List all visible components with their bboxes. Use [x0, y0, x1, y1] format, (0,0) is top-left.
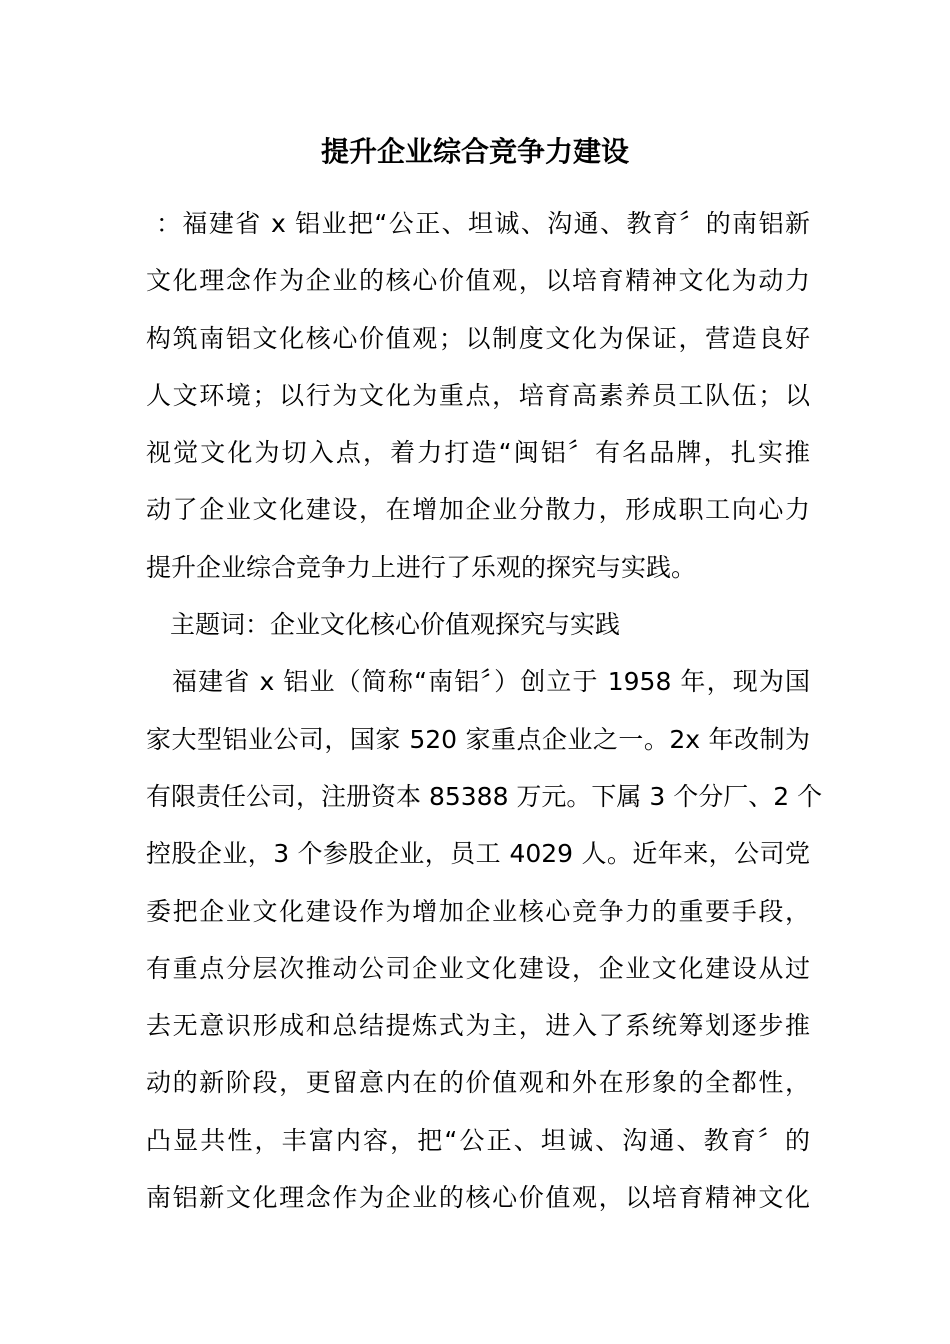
- paragraph-line-2: 家大型铝业公司，国家 520 家重点企业之一。2x 年改制为: [146, 724, 810, 754]
- paragraph-line-5: 委把企业文化建设作为增加企业核心竞争力的重要手段，: [146, 896, 810, 926]
- abstract-line-3: 构筑南铝文化核心价值观；以制度文化为保证，营造良好: [146, 323, 810, 353]
- abstract-line-7: 提升企业综合竞争力上进行了乐观的探究与实践。: [146, 552, 697, 582]
- paragraph-line-3: 有限责任公司，注册资本 85388 万元。下属 3 个分厂、2 个: [146, 781, 823, 811]
- abstract-line-4: 人文环境；以行为文化为重点，培育高素养员工队伍；以: [146, 380, 810, 410]
- abstract-line-6: 动了企业文化建设，在增加企业分散力，形成职工向心力: [146, 495, 810, 525]
- document-body: [146, 195, 823, 1226]
- paragraph-line-7: 去无意识形成和总结提炼式为主，进入了系统筹划逐步推: [146, 1011, 810, 1041]
- paragraph-line-1: 福建省 x 铝业（简称“南铝〞）创立于 1958 年，现为国: [172, 667, 810, 697]
- paragraph-line-9: 凸显共性，丰富内容，把“公正、坦诚、沟通、教育〞的: [146, 1125, 810, 1155]
- paragraph-line-8: 动的新阶段，更留意内在的价值观和外在形象的全都性，: [146, 1068, 810, 1098]
- document-title: 提升企业综合竞争力建设: [320, 135, 629, 168]
- keywords-line: 主题词：企业文化核心价值观探究与实践: [170, 610, 621, 640]
- abstract-line-1: ：福建省 x 铝业把“公正、坦诚、沟通、教育〞的南铝新: [156, 209, 810, 238]
- abstract-line-5: 视觉文化为切入点，着力打造“闽铝〞有名品牌，扎实推: [146, 438, 810, 468]
- paragraph-line-10: 南铝新文化理念作为企业的核心价值观，以培育精神文化: [146, 1183, 810, 1213]
- paragraph-line-4: 控股企业，3 个参股企业，员工 4029 人。近年来，公司党: [146, 839, 810, 869]
- abstract-line-2: 文化理念作为企业的核心价值观，以培育精神文化为动力: [146, 266, 810, 296]
- paragraph-line-6: 有重点分层次推动公司企业文化建设，企业文化建设从过: [146, 953, 810, 983]
